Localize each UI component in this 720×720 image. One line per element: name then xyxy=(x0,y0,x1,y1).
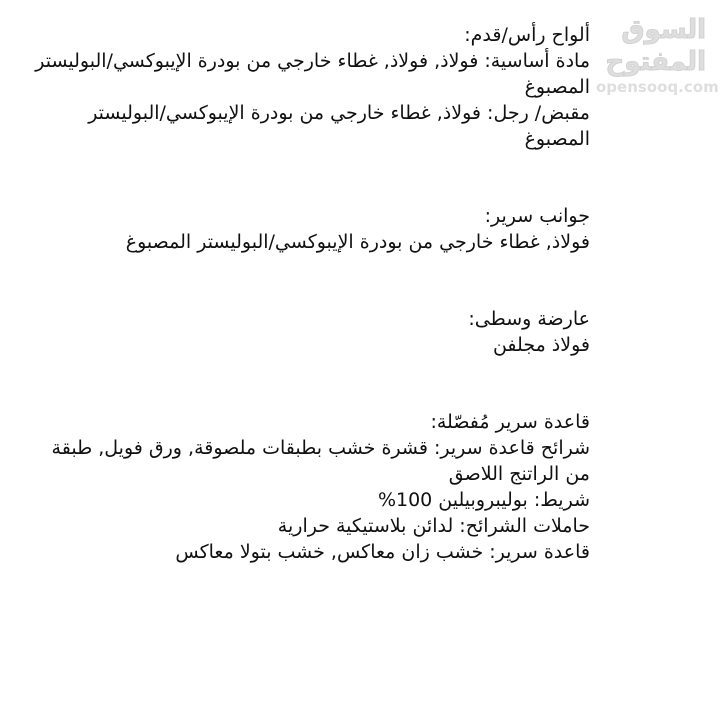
spec-line: شريط: بوليبروبيلين 100% xyxy=(377,489,590,511)
section-title: ألواح رأس/قدم: xyxy=(464,24,590,46)
section-bed-sides xyxy=(30,203,590,255)
section-center-beam xyxy=(30,306,590,358)
section-title: جوانب سرير: xyxy=(484,205,590,227)
section-head-foot-boards xyxy=(30,22,590,152)
spec-document xyxy=(30,22,590,565)
watermark-latin: opensooq.com xyxy=(596,78,719,96)
section-title: قاعدة سرير مُفصّلة: xyxy=(430,411,590,433)
spec-line: حاملات الشرائح: لدائن بلاستيكية حرارية xyxy=(277,515,590,537)
spec-line: مادة أساسية: فولاذ, فولاذ, غطاء خارجي من بودرة الإيبوكسي/البوليستر المصبوغ xyxy=(35,50,590,98)
spec-line: مقبض/ رجل: فولاذ, غطاء خارجي من بودرة الإيبوكسي/البوليستر المصبوغ xyxy=(88,102,590,150)
spec-line: شرائح قاعدة سرير: قشرة خشب بطبقات ملصوقة, ورق فويل, طبقة من الراتنج اللاصق xyxy=(51,437,590,485)
section-slatted-bed-base xyxy=(30,409,590,565)
watermark-arabic: السوق المفتوح xyxy=(605,15,706,77)
section-title: عارضة وسطى: xyxy=(468,308,590,330)
spec-line: قاعدة سرير: خشب زان معاكس, خشب بتولا معاكس xyxy=(175,541,590,563)
spec-line: فولاذ, غطاء خارجي من بودرة الإيبوكسي/البوليستر المصبوغ xyxy=(125,231,590,253)
watermark-logo xyxy=(596,14,719,96)
spec-line: فولاذ مجلفن xyxy=(492,334,590,356)
